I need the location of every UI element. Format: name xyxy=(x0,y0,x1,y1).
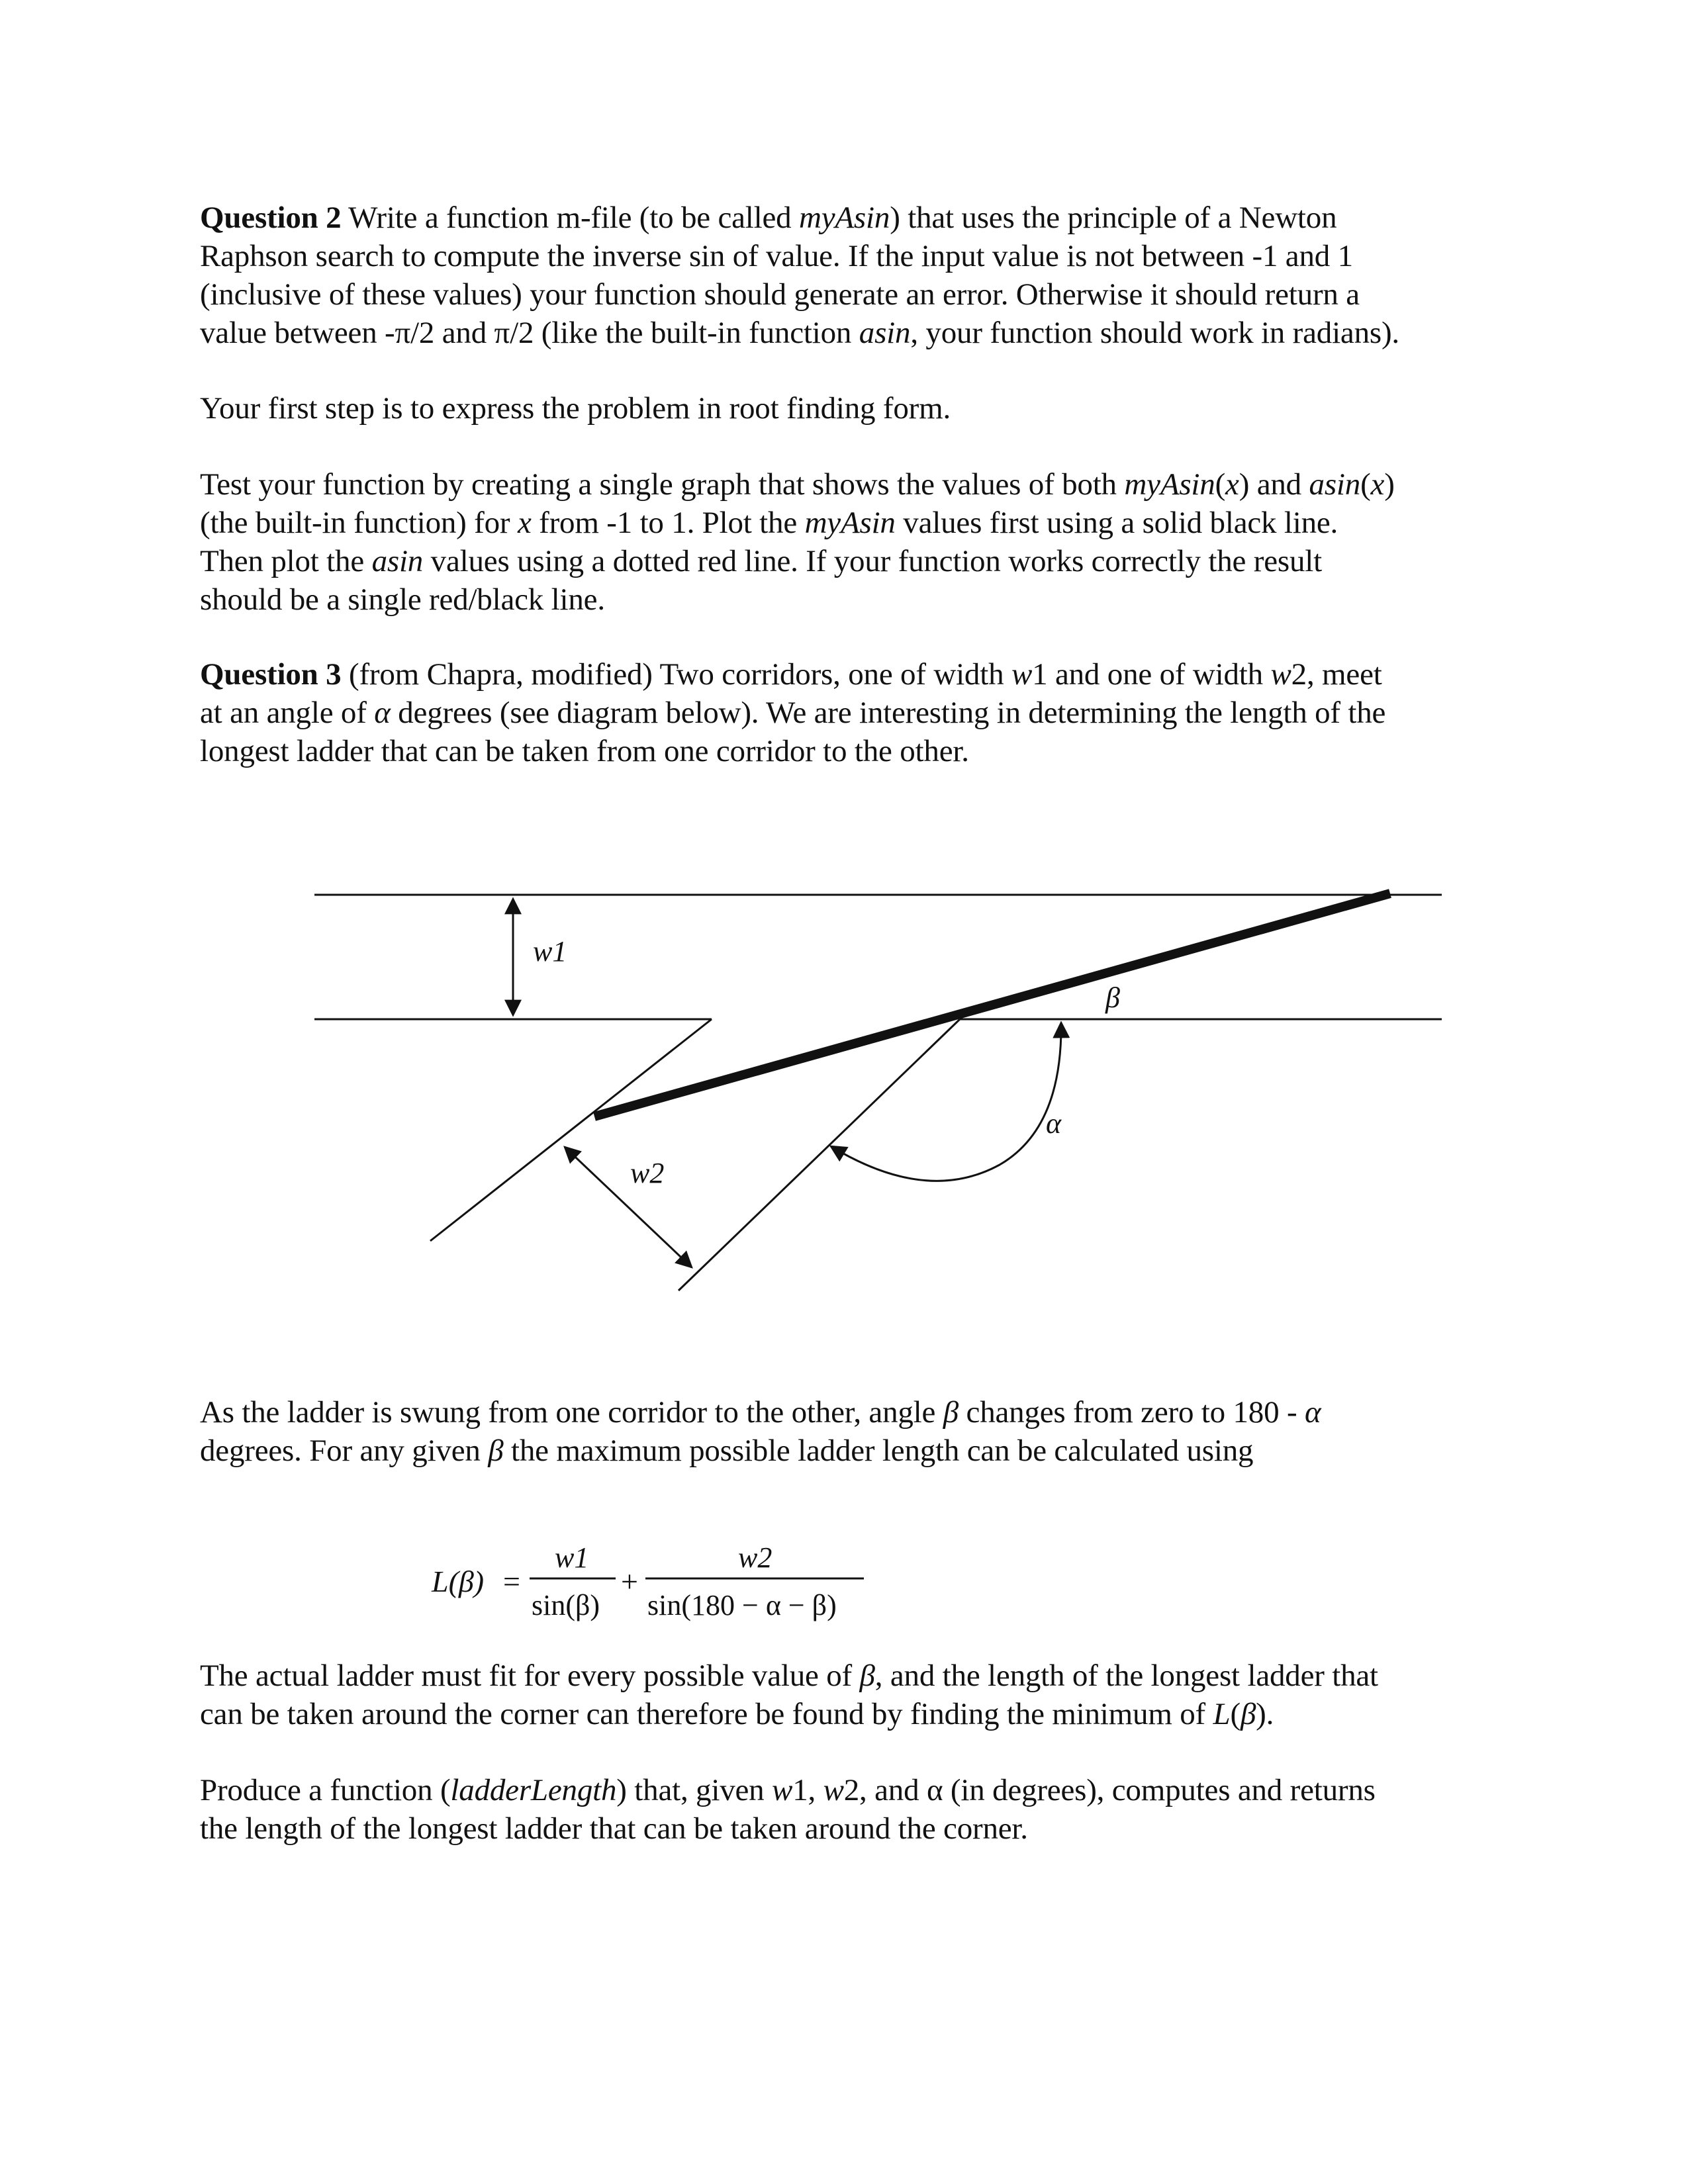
alpha-label: α xyxy=(1046,1107,1062,1140)
text-run: x xyxy=(517,506,532,540)
text-run: asin xyxy=(1309,467,1361,502)
text-run: 2, meet xyxy=(1291,657,1382,692)
formula-equals: = xyxy=(503,1565,520,1598)
produce-paragraph xyxy=(200,1771,1497,1848)
text-run: 1, xyxy=(792,1773,823,1807)
text-run: values using a dotted red line. If your function works correctly the result xyxy=(423,544,1322,578)
text-run: 1 and one of width xyxy=(1032,657,1271,692)
root-finding-line: Your first step is to express the problem in root finding form. xyxy=(200,391,951,426)
question-2-label: Question 2 xyxy=(200,201,342,235)
text-run: myAsin xyxy=(799,201,890,235)
text-run: ladderLength xyxy=(450,1773,617,1807)
text-run: w xyxy=(772,1773,793,1807)
text-run: , your function should work in radians). xyxy=(910,316,1399,350)
text-run: at an angle of xyxy=(200,696,375,730)
text-run: myAsin xyxy=(804,506,896,540)
text-run: Test your function by creating a single graph that shows the values of both xyxy=(200,467,1125,502)
test-line-4: should be a single red/black line. xyxy=(200,582,605,617)
text-run: values first using a solid black line. xyxy=(895,506,1338,540)
q2-line-3: (inclusive of these values) your function should generate an error. Otherwise it should return a xyxy=(200,277,1360,312)
text-run: w xyxy=(823,1773,844,1807)
formula-denominator-1: sin(β) xyxy=(532,1589,600,1621)
q3-line-3: longest ladder that can be taken from one corridor to the other. xyxy=(200,734,969,768)
text-run: (from Chapra, modified) Two corridors, one of width xyxy=(349,657,1011,692)
text-run: 2, and α (in degrees), computes and returns xyxy=(843,1773,1376,1807)
text-run: L xyxy=(1213,1697,1231,1731)
text-run: from -1 to 1. Plot the xyxy=(531,506,805,540)
text-run: β xyxy=(943,1395,959,1430)
produce-line-2: the length of the longest ladder that can be taken around the corner. xyxy=(200,1811,1028,1846)
text-run: The actual ladder must fit for every possible value of xyxy=(200,1659,860,1693)
text-run: ( xyxy=(1230,1697,1241,1731)
text-run: x xyxy=(1370,467,1385,502)
formula-denominator-2: sin(180 − α − β) xyxy=(647,1589,837,1621)
text-run: α xyxy=(374,696,391,730)
text-run: Write a function m-file (to be called xyxy=(348,201,800,235)
text-run: α xyxy=(1304,1395,1321,1430)
text-run: myAsin xyxy=(1124,467,1215,502)
beta-label: β xyxy=(1105,981,1120,1014)
text-run: ) that, given xyxy=(616,1773,773,1807)
text-run: w xyxy=(1011,657,1033,692)
produce-line-1 xyxy=(200,1771,1497,1809)
text-run: Produce a function ( xyxy=(200,1773,451,1807)
text-run: value between -π/2 and π/2 (like the built-in function xyxy=(200,316,859,350)
text-run: the maximum possible ladder length can be calculated using xyxy=(503,1433,1254,1468)
text-run: asin xyxy=(371,544,424,578)
formula-plus: + xyxy=(621,1565,638,1598)
fit-line-2 xyxy=(200,1695,1497,1733)
text-run: (the built-in function) for xyxy=(200,506,518,540)
q2-line-2: Raphson search to compute the inverse sin of value. If the input value is not between -1 and 1 xyxy=(200,239,1353,273)
text-run: ) xyxy=(1384,467,1395,502)
text-run: degrees (see diagram below). We are interesting in determining the length of the xyxy=(390,696,1386,730)
fit-line-1 xyxy=(200,1657,1497,1695)
text-run: ) that uses the principle of a Newton xyxy=(890,201,1337,235)
formula-numerator-2: w2 xyxy=(738,1541,773,1574)
text-run: Then plot the xyxy=(200,544,372,578)
w2-label: w2 xyxy=(630,1157,665,1189)
text-run: can be taken around the corner can therefore be found by finding the minimum of xyxy=(200,1697,1213,1731)
text-run: β xyxy=(1240,1697,1256,1731)
text-run: ). xyxy=(1256,1697,1274,1731)
text-run: β xyxy=(859,1659,875,1693)
text-run: degrees. For any given xyxy=(200,1433,489,1468)
fit-paragraph xyxy=(200,1657,1497,1733)
text-run: w xyxy=(1270,657,1291,692)
text-run: ( xyxy=(1215,467,1226,502)
formula-numerator-1: w1 xyxy=(555,1541,589,1574)
question-3-label: Question 3 xyxy=(200,657,342,692)
text-run: As the ladder is swung from one corridor to the other, angle xyxy=(200,1395,943,1430)
w1-label: w1 xyxy=(533,935,567,968)
text-run: , and the length of the longest ladder that xyxy=(874,1659,1378,1693)
text-run: ) and xyxy=(1239,467,1309,502)
text-run: ( xyxy=(1360,467,1371,502)
text-run: x xyxy=(1225,467,1239,502)
text-run: β xyxy=(488,1433,504,1468)
text-run: changes from zero to 180 - xyxy=(958,1395,1305,1430)
formula-lhs: L(β) xyxy=(432,1565,485,1598)
text-run: asin xyxy=(859,316,911,350)
